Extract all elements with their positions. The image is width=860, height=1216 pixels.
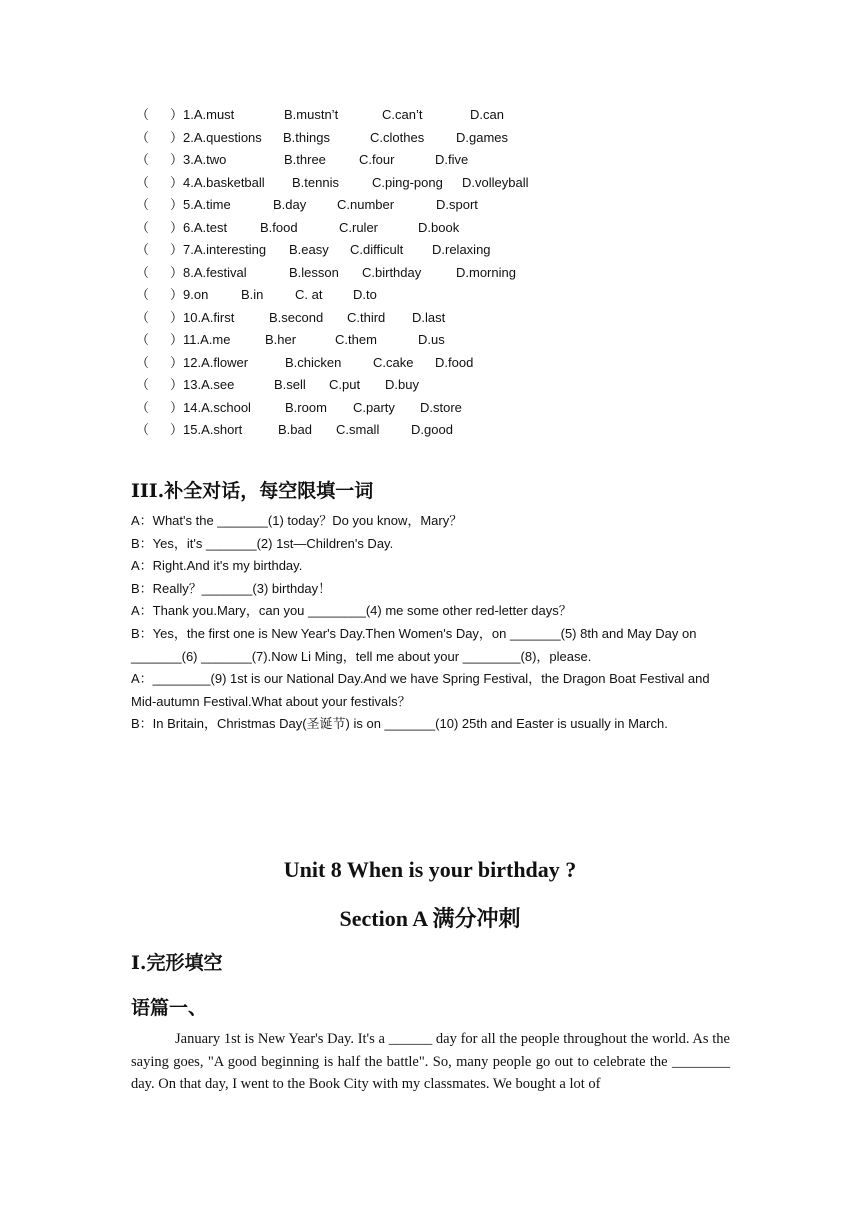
answer-bracket-close: ） [170,264,184,280]
option-b: B.day [273,197,307,212]
option-d: D.buy [385,377,419,392]
option-b: B.chicken [285,354,342,370]
option-b: B.bad [278,422,312,437]
question-number: 2. [183,129,194,145]
choice-question-row [0,172,860,195]
option-b: B.food [260,219,298,235]
answer-bracket-close: ） [170,174,184,190]
option-a: A.questions [193,129,262,145]
option-b: B.in [241,287,264,302]
answer-bracket-open: （ [136,264,150,280]
option-a: A.basketball [193,174,265,190]
question-number-and-option-a [183,239,266,262]
question-number: 1. [183,107,194,122]
question-number-and-option-a [183,284,208,307]
question-number-and-option-a [183,149,226,172]
answer-bracket-open: （ [136,197,150,212]
option-a: A.interesting [193,242,267,257]
option-a: A.flower [201,354,249,370]
option-d: D.volleyball [462,174,529,190]
option-b: B.sell [274,377,306,392]
answer-bracket-close: ） [170,399,184,415]
option-d: D.sport [436,197,478,212]
answer-bracket-close: ） [170,422,184,437]
option-a: A.school [201,399,251,415]
option-c: C.third [347,309,386,325]
option-a: A.short [201,422,243,437]
option-b: B.tennis [292,174,339,190]
question-number-and-option-a [183,329,230,352]
option-c: C. at [295,287,323,302]
question-number: 12. [183,354,202,370]
option-c: C.difficult [350,242,404,257]
answer-bracket-close: ） [170,129,184,145]
choice-question-row [0,194,860,217]
question-number-and-option-a [183,374,234,397]
question-number-and-option-a [183,307,234,330]
option-a: A.two [193,152,227,167]
dialogue-line: A：Right.And it's my birthday. [131,558,303,574]
option-a: on [193,287,209,302]
option-a: A.me [200,332,231,347]
question-number: 5. [183,197,194,212]
option-b: B.room [285,399,327,415]
answer-bracket-open: （ [136,422,150,437]
question-number: 11. [183,332,201,347]
choice-question-row [0,127,860,150]
option-b: B.second [269,309,324,325]
question-number-and-option-a [183,104,234,127]
question-number: 7. [183,242,194,257]
question-number-and-option-a [183,352,248,375]
option-b: B.lesson [289,264,339,280]
option-d: D.relaxing [432,242,491,257]
option-a: A.first [201,309,235,325]
dialogue-line: B：Yes，the first one is New Year's Day.Then Women's Day，on _______(5) 8th and May Day on _______(6) _______(7).Now Li Ming，tell me about your ________(8)，please. [131,625,701,664]
answer-bracket-open: （ [136,332,150,347]
answer-bracket-close: ） [170,197,184,212]
answer-bracket-close: ） [170,219,184,235]
option-d: D.last [412,309,446,325]
option-c: C.clothes [370,129,425,145]
question-number: 14. [183,399,202,415]
option-d: D.store [420,399,462,415]
choice-question-row [0,149,860,172]
answer-bracket-open: （ [136,152,150,167]
option-b: B.easy [289,242,329,257]
option-c: C.four [359,152,395,167]
choice-question-row [0,374,860,397]
section-heading-dialogue: III.补全对话，每空限填一词 [131,480,374,502]
question-number: 9. [183,287,194,302]
passage-heading: 语篇一、 [131,997,208,1019]
question-number-and-option-a [183,262,247,285]
option-c: C.cake [373,354,414,370]
dialogue-line: B：Yes，it's _______(2) 1st—Children's Day. [131,535,394,551]
question-number: 13. [183,377,202,392]
choice-question-row [0,419,860,442]
question-number: 3. [183,152,194,167]
option-a: A.festival [193,264,247,280]
section-a-title: Section A 满分冲刺 [339,906,521,931]
choice-question-row [0,104,860,127]
choice-question-list [0,104,860,442]
question-number-and-option-a [183,194,231,217]
option-d: D.food [435,354,474,370]
option-d: D.five [435,152,469,167]
dialogue-line: A：________(9) 1st is our National Day.And we have Spring Festival，the Dragon Boat Festival and Mid-autumn Festival.What about your festivals？ [131,671,714,709]
question-number-and-option-a [183,217,227,240]
choice-question-row [0,352,860,375]
answer-bracket-open: （ [136,107,150,122]
dialogue-line: B：In Britain，Christmas Day(圣诞节) is on _______(10) 25th and Easter is usually in March. [131,716,668,732]
option-a: A.must [193,107,235,122]
option-a: A.test [193,219,228,235]
answer-bracket-open: （ [136,242,150,257]
option-d: D.morning [456,264,516,280]
option-c: C.number [337,197,395,212]
option-a: A.time [193,197,231,212]
choice-question-row [0,217,860,240]
unit-title: Unit 8 When is your birthday ? [283,857,577,882]
option-c: C.can’t [382,107,423,122]
option-d: D.good [411,422,453,437]
option-b: B.three [284,152,326,167]
choice-question-row [0,284,860,307]
question-number-and-option-a [183,397,251,420]
option-c: C.ping-pong [372,174,443,190]
option-c: C.put [329,377,361,392]
question-number-and-option-a [183,172,265,195]
option-b: B.things [283,129,330,145]
answer-bracket-open: （ [136,377,150,392]
answer-bracket-open: （ [136,287,150,302]
option-c: C.ruler [339,219,379,235]
answer-bracket-close: ） [170,377,184,392]
dialogue-line: B：Really？_______(3) birthday！ [131,580,332,596]
choice-question-row [0,397,860,420]
answer-bracket-open: （ [136,129,150,145]
option-c: C.them [335,332,377,347]
choice-question-row [0,262,860,285]
choice-question-row [0,307,860,330]
answer-bracket-open: （ [136,354,150,370]
question-number: 6. [183,219,194,235]
option-b: B.her [265,332,297,347]
option-b: B.mustn’t [284,107,339,122]
cloze-heading: I.完形填空 [131,952,223,974]
option-a: A.see [201,377,235,392]
option-c: C.birthday [362,264,422,280]
answer-bracket-close: ） [170,354,184,370]
question-number: 10. [183,309,202,325]
option-d: D.games [456,129,509,145]
answer-bracket-open: （ [136,174,150,190]
answer-bracket-close: ） [170,332,184,347]
choice-question-row [0,329,860,352]
option-d: D.to [353,287,377,302]
dialogue-line: A：Thank you.Mary，can you ________(4) me some other red-letter days？ [131,603,572,619]
passage-text: January 1st is New Year's Day. It's a ______ day for all the people throughout the world. As the saying goes, "A good beginning is half the battle". So, many people go out to celebrate the ________ day. On that day, I went to the Book City with my classmates. We bought a lot of [131,1031,730,1093]
answer-bracket-close: ） [170,242,184,257]
question-number-and-option-a [183,419,242,442]
question-number: 15. [183,422,202,437]
answer-bracket-close: ） [170,309,184,325]
choice-question-row [0,239,860,262]
option-d: D.us [418,332,445,347]
dialogue-block [131,510,736,736]
dialogue-line: A：What's the _______(1) today？Do you know，Mary？ [131,513,463,528]
question-number: 4. [183,174,194,190]
answer-bracket-close: ） [170,287,184,302]
question-number-and-option-a [183,127,262,150]
answer-bracket-open: （ [136,219,150,235]
question-number: 8. [183,264,194,280]
answer-bracket-open: （ [136,309,150,325]
answer-bracket-close: ） [170,107,184,122]
option-c: C.small [336,422,380,437]
answer-bracket-close: ） [170,152,184,167]
option-d: D.can [470,107,504,122]
option-d: D.book [418,219,460,235]
option-c: C.party [353,399,395,415]
answer-bracket-open: （ [136,399,150,415]
